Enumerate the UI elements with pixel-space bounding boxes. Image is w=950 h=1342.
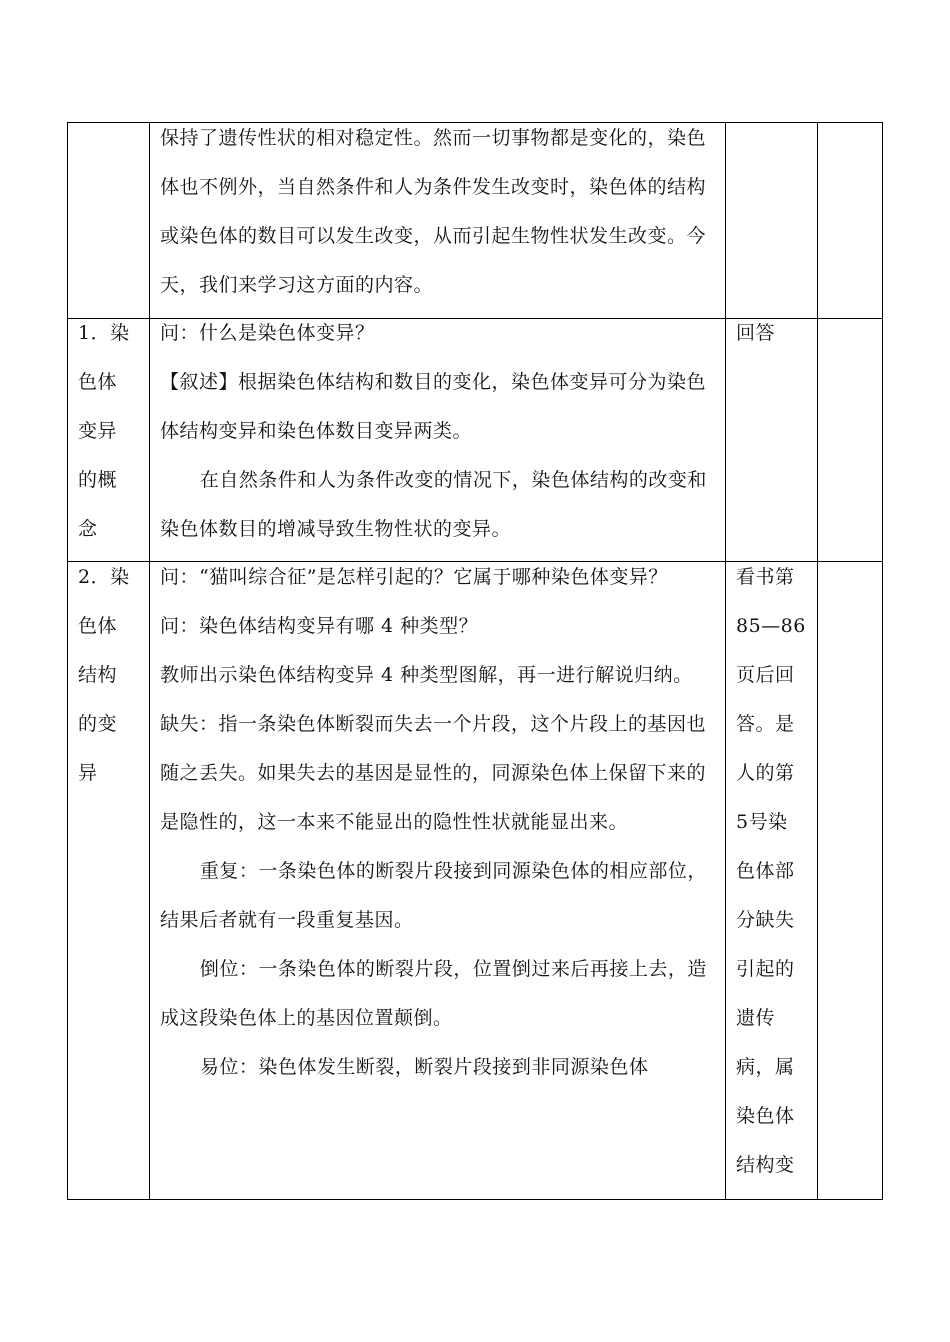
column-divider — [817, 123, 818, 1199]
student-activity-cell: 回答 — [736, 322, 776, 344]
inversion-paragraph: 倒位：一条染色体的断裂片段，位置倒过来后再接上去，造成这段染色体上的基因位置颠倒。 — [160, 958, 707, 1029]
question-text: 问：染色体结构变异有哪 4 种类型？ — [160, 615, 479, 637]
question-text: 问：什么是染色体变异？ — [160, 322, 375, 344]
content-cell — [160, 114, 712, 310]
column-divider — [725, 123, 726, 1199]
narration-text: 【叙述】根据染色体结构和数目的变化，染色体变异可分为染色体结构变异和染色体数目变异两类。 — [160, 371, 707, 442]
deletion-paragraph: 缺失：指一条染色体断裂而失去一个片段，这个片段上的基因也随之丢失。如果失去的基因是显性的，同源染色体上保留下来的是隐性的，这一本来不能显出的隐性性状就能显出来。 — [160, 713, 707, 833]
question-text: 问：“猫叫综合征”是怎样引起的？它属于哪种染色体变异？ — [160, 566, 668, 588]
duplication-paragraph: 重复：一条染色体的断裂片段接到同源染色体的相应部位，结果后者就有一段重复基因。 — [160, 860, 707, 931]
section-title: 1．染色体变异的概念 — [78, 322, 130, 540]
student-activity-cell: 看书第85—86页后回答。是人的第5号染色体部分缺失引起的遗传病，属染色体结构变 — [736, 566, 806, 1176]
content-paragraph: 在自然条件和人为条件改变的情况下，染色体结构的改变和染色体数目的增减导致生物性状的变异。 — [160, 469, 707, 540]
section-title: 2．染色体结构的变异 — [78, 566, 130, 784]
lesson-plan-table — [67, 122, 883, 1200]
content-cell — [160, 553, 712, 1092]
content-cell — [160, 309, 712, 554]
translocation-paragraph: 易位：染色体发生断裂，断裂片段接到非同源染色体 — [199, 1056, 649, 1078]
column-divider — [149, 123, 150, 1199]
content-paragraph: 保持了遗传性状的相对稳定性。然而一切事物都是变化的，染色体也不例外，当自然条件和人为条件发生改变时，染色体的结构或染色体的数目可以发生改变，从而引起生物性状发生改变。今天，我们来学习这方面的内容。 — [160, 127, 707, 296]
content-paragraph: 教师出示染色体结构变异 4 种类型图解，再一进行解说归纳。 — [160, 664, 693, 686]
